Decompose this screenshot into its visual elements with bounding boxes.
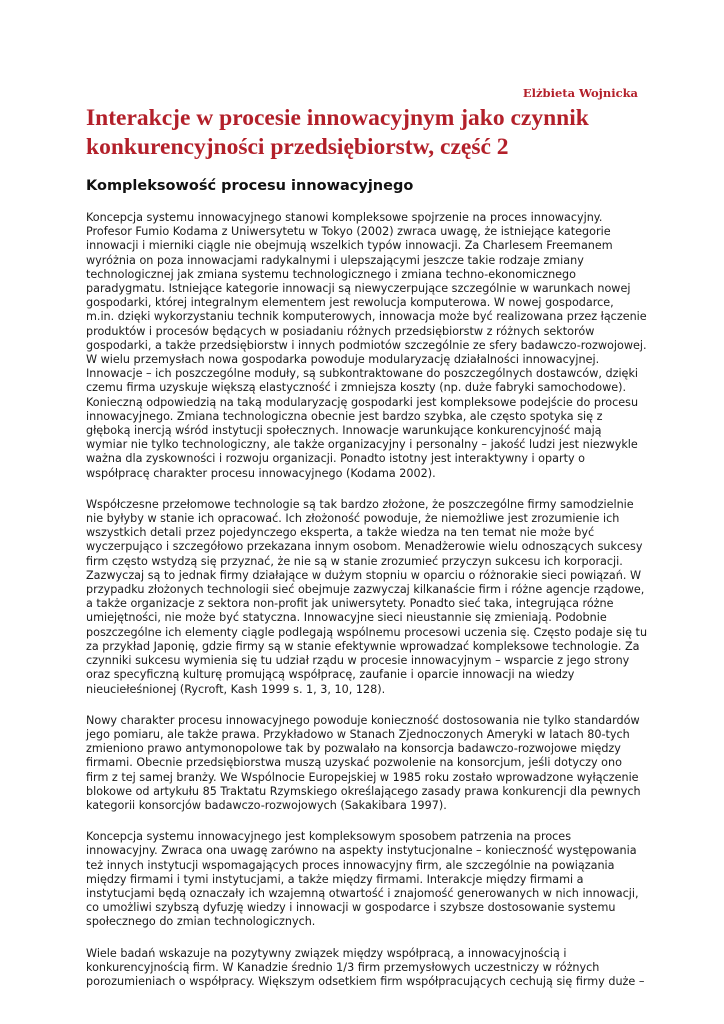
- text-line: Zazwyczaj są to jednak firmy działające w dużym stopniu w oparciu o różnorakie sieci powiązań. W: [86, 568, 642, 582]
- text-line: konkurencyjnością firm. W Kanadzie średnio 1/3 firm przemysłowych uczestniczy w różnych: [86, 960, 600, 974]
- text-line: paradygmatu. Istniejące kategorie innowacji są niewyczerpujące szczególnie w warunkach nowej: [86, 282, 631, 296]
- text-line: co umożliwi szybszą dyfuzję wiedzy i innowacji w gospodarce i szybsze dostosowanie systemu: [86, 901, 616, 915]
- text-line: innowacji i mierniki ciągle nie obejmują wszelkich typów innowacji. Za Charlesem Freemanem: [86, 239, 613, 253]
- text-line: Koncepcja systemu innowacyjnego jest kompleksowym sposobem patrzenia na proces: [86, 830, 572, 844]
- text-line: wymiar nie tylko technologiczny, ale także organizacyjny i personalny – jakość ludzi jest niezwykle: [86, 438, 638, 452]
- text-line: nieuciełeśnionej (Rycroft, Kash 1999 s. 1, 3, 10, 128).: [86, 682, 386, 696]
- text-line: W wielu przemysłach nowa gospodarka powoduje modularyzację działalności innowacyjnej.: [86, 353, 600, 367]
- text-line: a także organizacje z sektora non-profit jak uniwersytety. Ponadto sieć taka, integrująca różne: [86, 597, 614, 611]
- text-line: nie byłyby w stanie ich opracować. Ich złożoność powoduje, że niemożliwe jest zrozumienie ich: [86, 512, 620, 526]
- text-line: Konieczną odpowiedzią na taką modularyzację gospodarki jest kompleksowe podejście do procesu: [86, 395, 639, 409]
- author-name: Elżbieta Wojnicka: [522, 86, 638, 100]
- text-line: Współczesne przełomowe technologie są tak bardzo złożone, że poszczególne firmy samodzielnie: [86, 497, 634, 511]
- text-line: Koncepcja systemu innowacyjnego stanowi kompleksowe spojrzenie na proces innowacyjny.: [86, 211, 603, 224]
- paragraph: [86, 946, 645, 990]
- document-title: Interakcje w procesie innowacyjnym jako czynnik konkurencyjności przedsiębiorstw, część 2: [86, 105, 589, 160]
- text-line: Profesor Fumio Kodama z Uniwersytetu w Tokyo (2002) zwraca uwagę, że istniejące kategorie: [86, 225, 611, 239]
- text-line: instytucjami będą oznaczały ich wzajemną otwartość i znajomość generowanych w nich innowacji,: [86, 886, 639, 900]
- text-line: umiejętności, nie może być statyczna. Innowacyjne sieci nieustannie się zmieniają. Podobnie: [86, 611, 607, 625]
- text-line: firm z tej samej branży. We Wspólnocie Europejskiej w 1985 roku zostało wprowadzone wyłączenie: [86, 770, 639, 784]
- text-line: głęboką inercją wśród instytucji społecznych. Innowacje warunkujące konkurencyjność mają: [86, 424, 602, 438]
- text-line: za przykład Japonię, gdzie firmy są w stanie efektywnie wprowadzać kompleksowe technologie. Za: [86, 639, 640, 653]
- text-line: między firmami i tymi instytucjami, a także między firmami. Interakcje między firmami a: [86, 872, 584, 886]
- text-line: ważna dla zyskowności i rozwoju organizacji. Ponadto istotny jest interaktywny i oparty o: [86, 452, 585, 466]
- paragraph: [86, 497, 648, 697]
- text-line: gospodarki, której integralnym elementem jest rewolucja komputerowa. W nowej gospodarce,: [86, 296, 614, 310]
- text-line: przypadku złożonych technologii sieć obejmuje zazwyczaj kilkanaście firm i różne agencje rządowe,: [86, 583, 645, 597]
- text-line: poszczególne ich elementy ciągle podlegają wspólnemu procesowi uczenia się. Często podaje się tu: [86, 625, 648, 639]
- text-line: czemu firma uzyskuje większą elastyczność i zmniejsza koszty (np. duże fabryki samochodowe).: [86, 381, 627, 395]
- text-line: firmami. Obecnie przedsiębiorstwa muszą uzyskać pozwolenie na konsorcjum, jeśli dotyczy ono: [86, 756, 622, 770]
- text-line: produktów i procesów będących w posiadaniu różnych przedsiębiorstw z różnych sektorów: [86, 324, 595, 338]
- text-line: blokowe od artykułu 85 Traktatu Rzymskiego określającego zasady prawa konkurencji dla pewnych: [86, 784, 641, 798]
- text-line: wyróżnia on poza innowacjami radykalnymi i ulepszającymi jeszcze takie rodzaje zmiany: [86, 253, 584, 267]
- section-heading: Kompleksowość procesu innowacyjnego: [86, 178, 414, 194]
- text-line: Wiele badań wskazuje na pozytywny związek między współpracą, a innowacyjnością i: [86, 946, 567, 960]
- text-line: jego pomiaru, ale także prawa. Przykładowo w Stanach Zjednoczonych Ameryki w latach 80-tych: [86, 727, 630, 741]
- text-line: m.in. dzięki wykorzystaniu technik komputerowych, innowacja może być realizowana przez łączenie: [86, 310, 647, 324]
- text-line: Innowacje – ich poszczególne moduły, są subkontraktowane do poszczególnych dostawców, dzięki: [86, 367, 639, 381]
- text-line: oraz specyficzną kulturę promującą współpracę, zaufanie i oparcie innowacji na wiedzy: [86, 668, 575, 682]
- text-line: gospodarki, a także przedsiębiorstw i innych podmiotów szczególnie ze sfery badawczo-rozwojowej.: [86, 338, 647, 352]
- text-line: wszystkich detali przez pojedynczego eksperta, a także wiedza na ten temat nie może być: [86, 526, 595, 540]
- text-line: zmieniono prawo antymonopolowe tak by pozwalało na konsorcja badawczo-rozwojowe między: [86, 742, 621, 756]
- paragraph: [86, 714, 642, 813]
- text-line: firm często wstydzą się przyznać, że nie są w stanie zrozumieć przyczyn sukcesu ich korporacji.: [86, 554, 623, 568]
- text-line: kategorii konsorcjów badawczo-rozwojowych (Sakakibara 1997).: [86, 798, 447, 812]
- text-line: porozumieniach o współpracy. Większym odsetkiem firm współpracujących cechują się firmy duże –: [86, 974, 645, 988]
- text-line: innowacyjnego. Zmiana technologiczna obecnie jest bardzo szybka, ale często spotyka się z: [86, 409, 603, 423]
- body-text: [86, 211, 648, 1006]
- text-line: współpracę charakter procesu innowacyjnego (Kodama 2002).: [86, 466, 436, 480]
- paragraph: [86, 830, 642, 929]
- text-line: innowacyjny. Zwraca ona uwagę zarówno na aspekty instytucjonalne – konieczność występowania: [86, 844, 637, 858]
- text-line: też innych instytucji wspomagających proces innowacyjny firm, ale szczególnie na powiązania: [86, 858, 615, 872]
- text-line: Nowy charakter procesu innowacyjnego powoduje konieczność dostosowania nie tylko standardów: [86, 713, 640, 727]
- text-line: społecznego do zmian technologicznych.: [86, 915, 316, 929]
- text-line: technologicznej jak zmiana systemu technologicznego i zmiana techno-ekonomicznego: [86, 267, 576, 281]
- text-line: wyczerpująco i szczegółowo przekazana innym osobom. Menadżerowie wielu odnoszących sukcesy: [86, 540, 643, 554]
- text-line: czynniki sukcesu wymienia się tu udział rządu w procesie innowacyjnym – wsparcie z jego strony: [86, 654, 630, 668]
- paragraph: [86, 211, 647, 481]
